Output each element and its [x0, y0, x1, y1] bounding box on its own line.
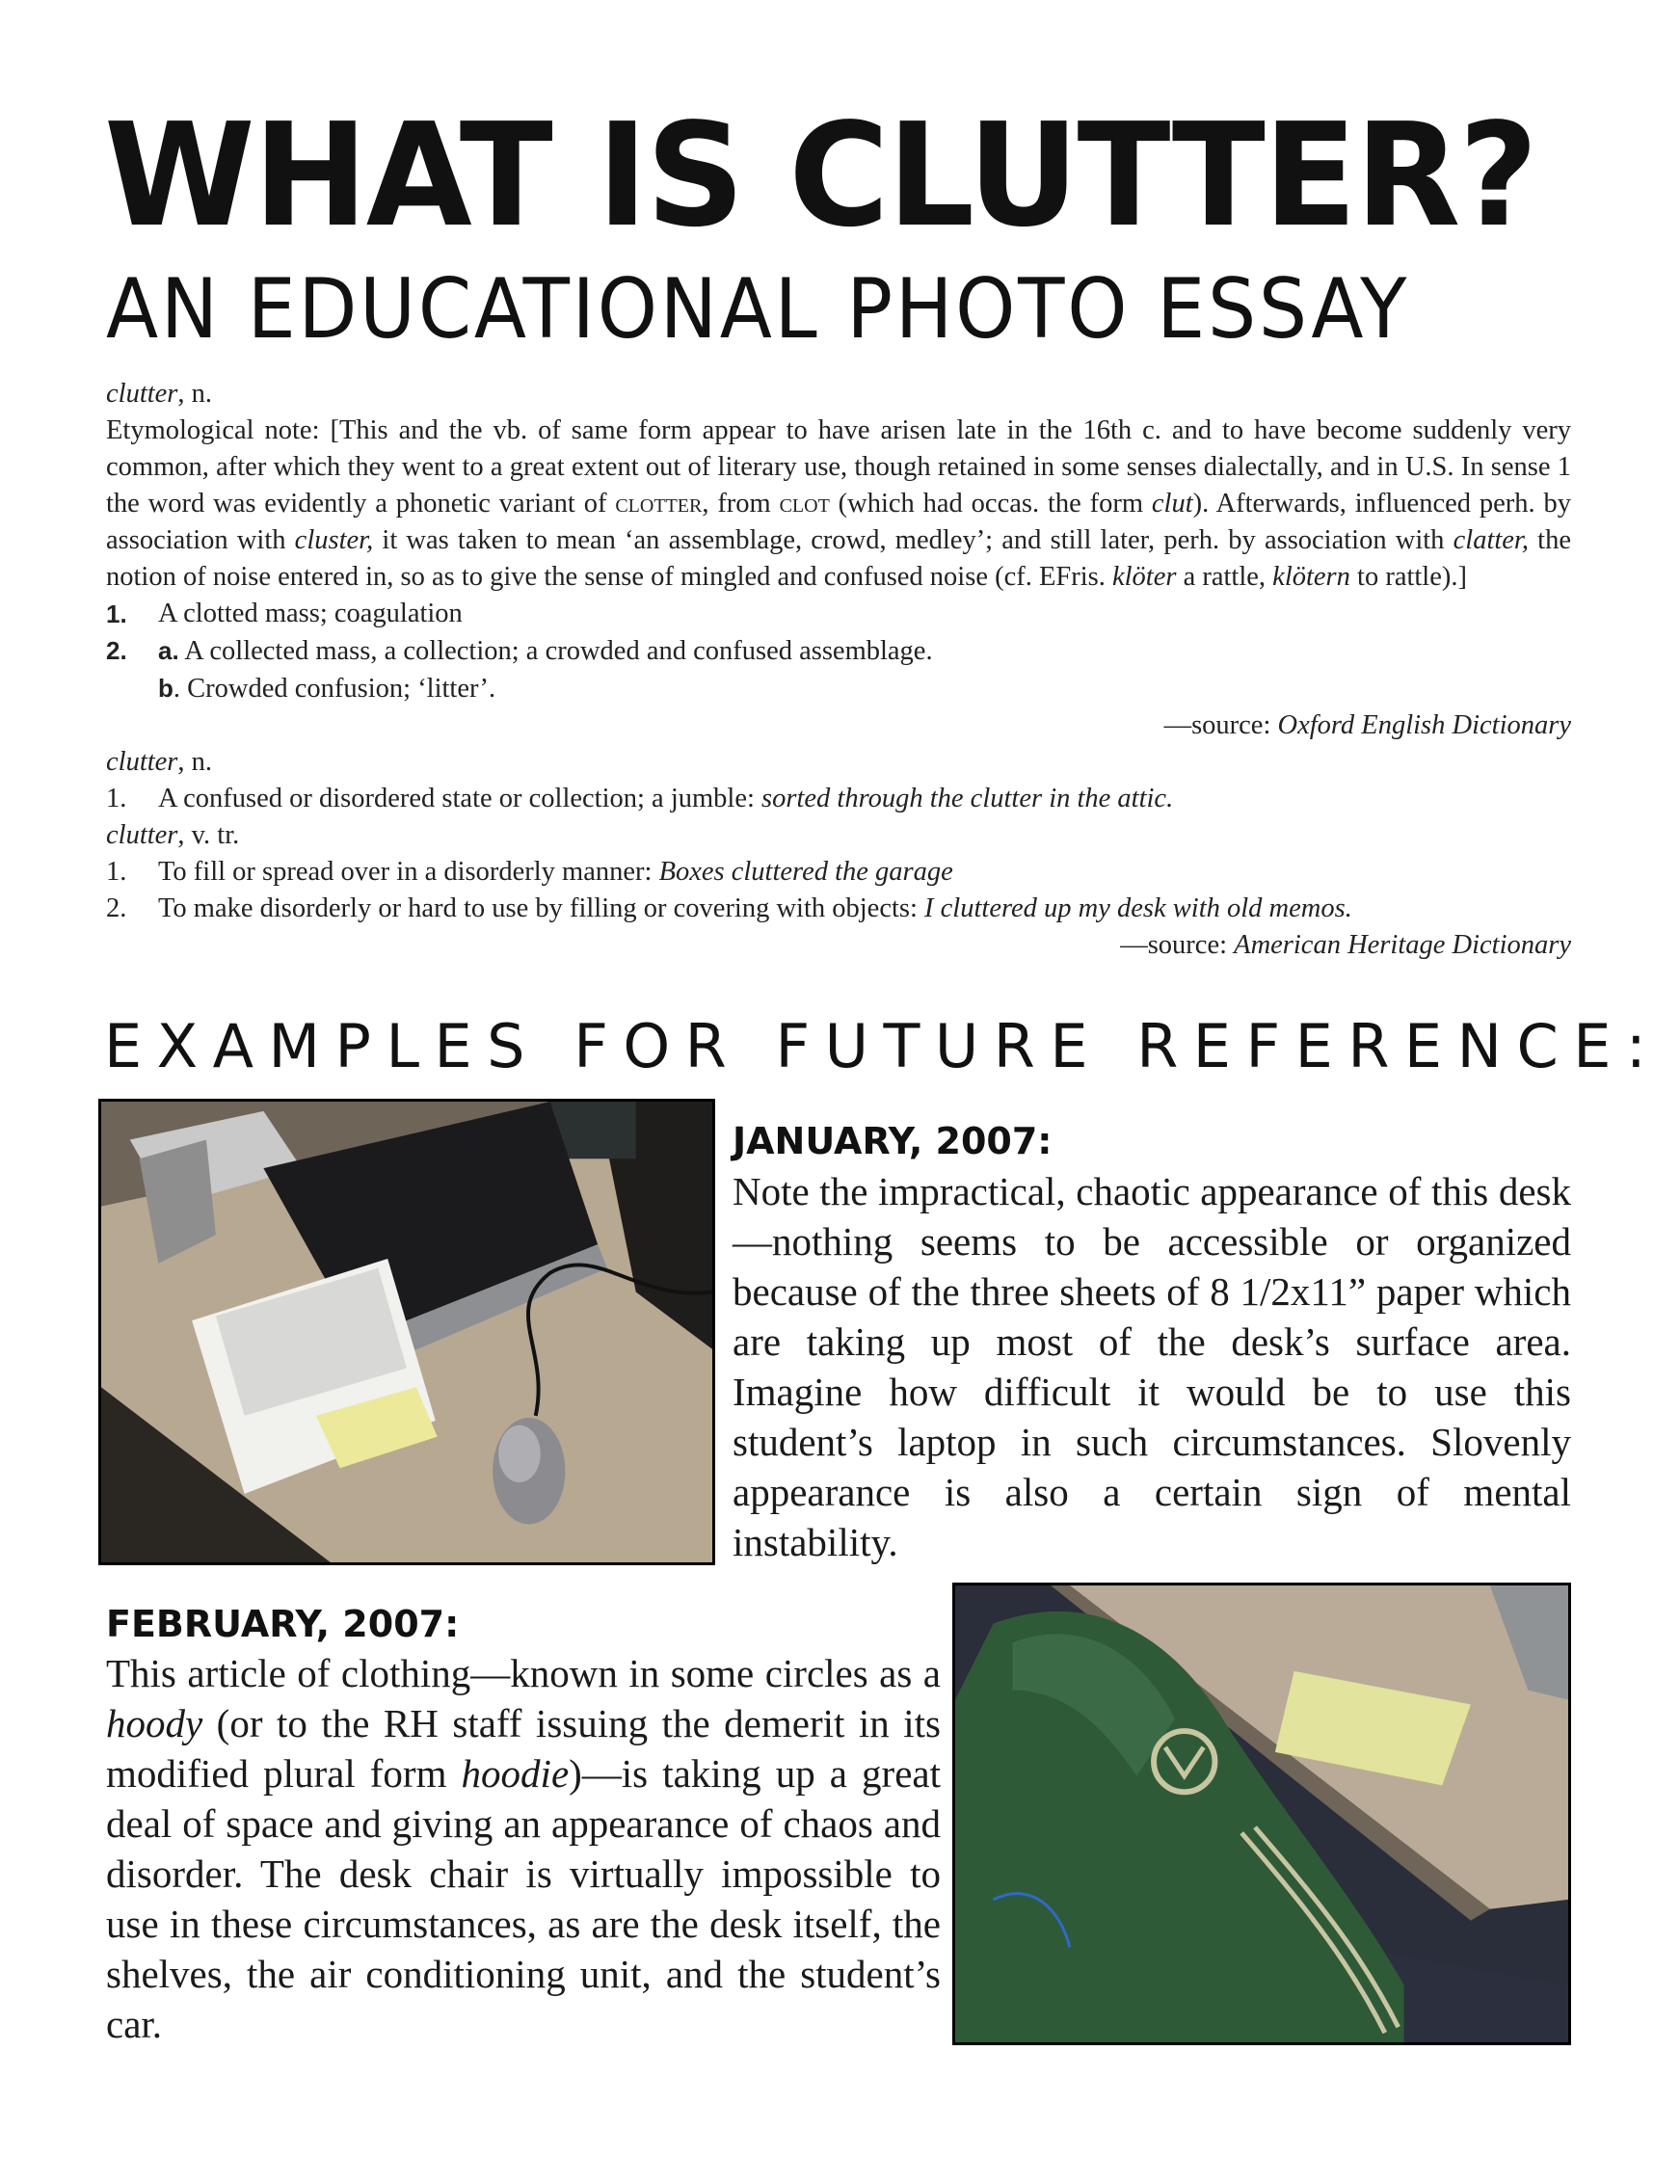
hoodie-photo [952, 1583, 1571, 2045]
february-text-part: )—is taking up a great deal of space and giving an appearance of chaos and disorder. The desk chair is virtually impossible to use in these circumstances, as are the desk itself, the shelves, the air conditioning unit, and the student’s car. [106, 1751, 941, 2046]
etym-cluster: cluster, [294, 525, 374, 555]
source-prefix: —source: [1163, 710, 1278, 740]
source-name: American Heritage Dictionary [1234, 930, 1571, 960]
ahd-noun-sense-1 [106, 781, 1571, 817]
etym-text: (which had occas. the form [829, 489, 1152, 519]
etym-clut: clut [1151, 489, 1193, 519]
etym-text: ). Afterwards, influenced perh. by association with [106, 489, 1571, 555]
sense-text: A clotted mass; coagulation [158, 599, 463, 628]
hoody-term: hoody [106, 1701, 203, 1745]
oed-pos: , n. [177, 379, 213, 409]
page-title: WHAT IS CLUTTER? [104, 93, 1536, 258]
etym-text: , from [702, 489, 780, 519]
page-subtitle: AN EDUCATIONAL PHOTO ESSAY [106, 261, 1410, 358]
january-heading: JANUARY, 2007: [733, 1120, 1053, 1162]
hoodie-term: hoodie [461, 1751, 570, 1796]
oed-sense-2a [106, 632, 1571, 670]
ahd-noun-headword-line [106, 744, 1571, 781]
etym-text: to rattle).] [1349, 562, 1467, 592]
sense-number: 1. [106, 599, 127, 628]
sense-text: To make disorderly or hard to use by filling or covering with objects: [158, 893, 925, 923]
examples-heading: EXAMPLES FOR FUTURE REFERENCE: [104, 1011, 1662, 1081]
sense-example: sorted through the clutter in the attic. [761, 784, 1174, 813]
oed-sense-1 [106, 596, 1571, 632]
oed-sense-2b [106, 670, 1571, 707]
ahd-verb-sense-1 [106, 854, 1571, 891]
etym-text: the notion of noise entered in, so as to give the sense of mingled and confused noise (cf. EFris. [106, 525, 1571, 592]
ahd-verb-sense-2 [106, 891, 1571, 927]
february-text-part: (or to the RH staff issuing the demerit in its modified plural form [106, 1701, 941, 1796]
etym-clot: clot [779, 489, 830, 519]
sense-text: A confused or disordered state or collection; a jumble: [158, 784, 762, 813]
etym-klotern: klötern [1272, 562, 1350, 592]
oed-headword-line [106, 376, 1571, 413]
ahd-headword: clutter [106, 820, 178, 850]
february-heading: FEBRUARY, 2007: [106, 1603, 460, 1645]
etym-clatter: clatter, [1453, 525, 1529, 555]
ahd-pos: , n. [177, 747, 213, 777]
desk-photo [98, 1099, 715, 1565]
etym-text: Etymological note: [This and the vb. of same form appear to have arisen late in the 16th c. and to have become suddenly very common, after which they went to a great extent out of literary use, though retained in some senses dialectally, and in U.S. In sense 1 the word was evidently a phonetic variant of [106, 415, 1571, 519]
source-prefix: —source: [1120, 930, 1235, 960]
etym-text: it was taken to mean ‘an assemblage, crowd, medley’; and still later, perh. by association with [373, 525, 1453, 555]
ahd-headword: clutter [106, 747, 178, 777]
etym-text: a rattle, [1176, 562, 1273, 592]
sense-letter: b [158, 674, 173, 703]
hoodie-photo-illustration [955, 1585, 1568, 2042]
sense-example: Boxes cluttered the garage [658, 857, 953, 887]
sense-text: A collected mass, a collection; a crowded and confused assemblage. [178, 636, 933, 666]
desk-photo-illustration [101, 1102, 712, 1562]
sense-text: To fill or spread over in a disorderly manner: [158, 857, 659, 887]
definitions-block [106, 376, 1571, 964]
oed-source [106, 707, 1571, 744]
source-name: Oxford English Dictionary [1277, 710, 1571, 740]
february-text [106, 1648, 941, 2049]
sense-text: . Crowded confusion; ‘litter’. [173, 674, 496, 704]
february-text-part: This article of clothing—known in some circles as a [106, 1651, 941, 1695]
sense-number: 2. [106, 893, 127, 923]
etym-kloter: klöter [1111, 562, 1177, 592]
sense-number: 1. [106, 784, 127, 813]
ahd-pos: , v. tr. [177, 820, 240, 850]
sense-example: I cluttered up my desk with old memos. [924, 893, 1352, 923]
january-text: Note the impractical, chaotic appearance of this desk—nothing seems to be accessible or organized because of the three sheets of 8 1/2x11” paper which are taking up most of the desk’s surface area. Imagine how difficult it would be to use this student’s laptop in such circumstances. Slovenly appearance is also a certain sign of mental instability. [733, 1169, 1571, 1564]
ahd-verb-headword-line [106, 817, 1571, 854]
oed-etymology [106, 413, 1571, 596]
sense-number: 1. [106, 857, 127, 887]
etym-clotter: clotter [615, 489, 703, 519]
sense-number: 2. [106, 636, 127, 665]
sense-letter: a. [158, 636, 179, 665]
ahd-source [106, 927, 1571, 964]
oed-headword: clutter [106, 379, 178, 409]
